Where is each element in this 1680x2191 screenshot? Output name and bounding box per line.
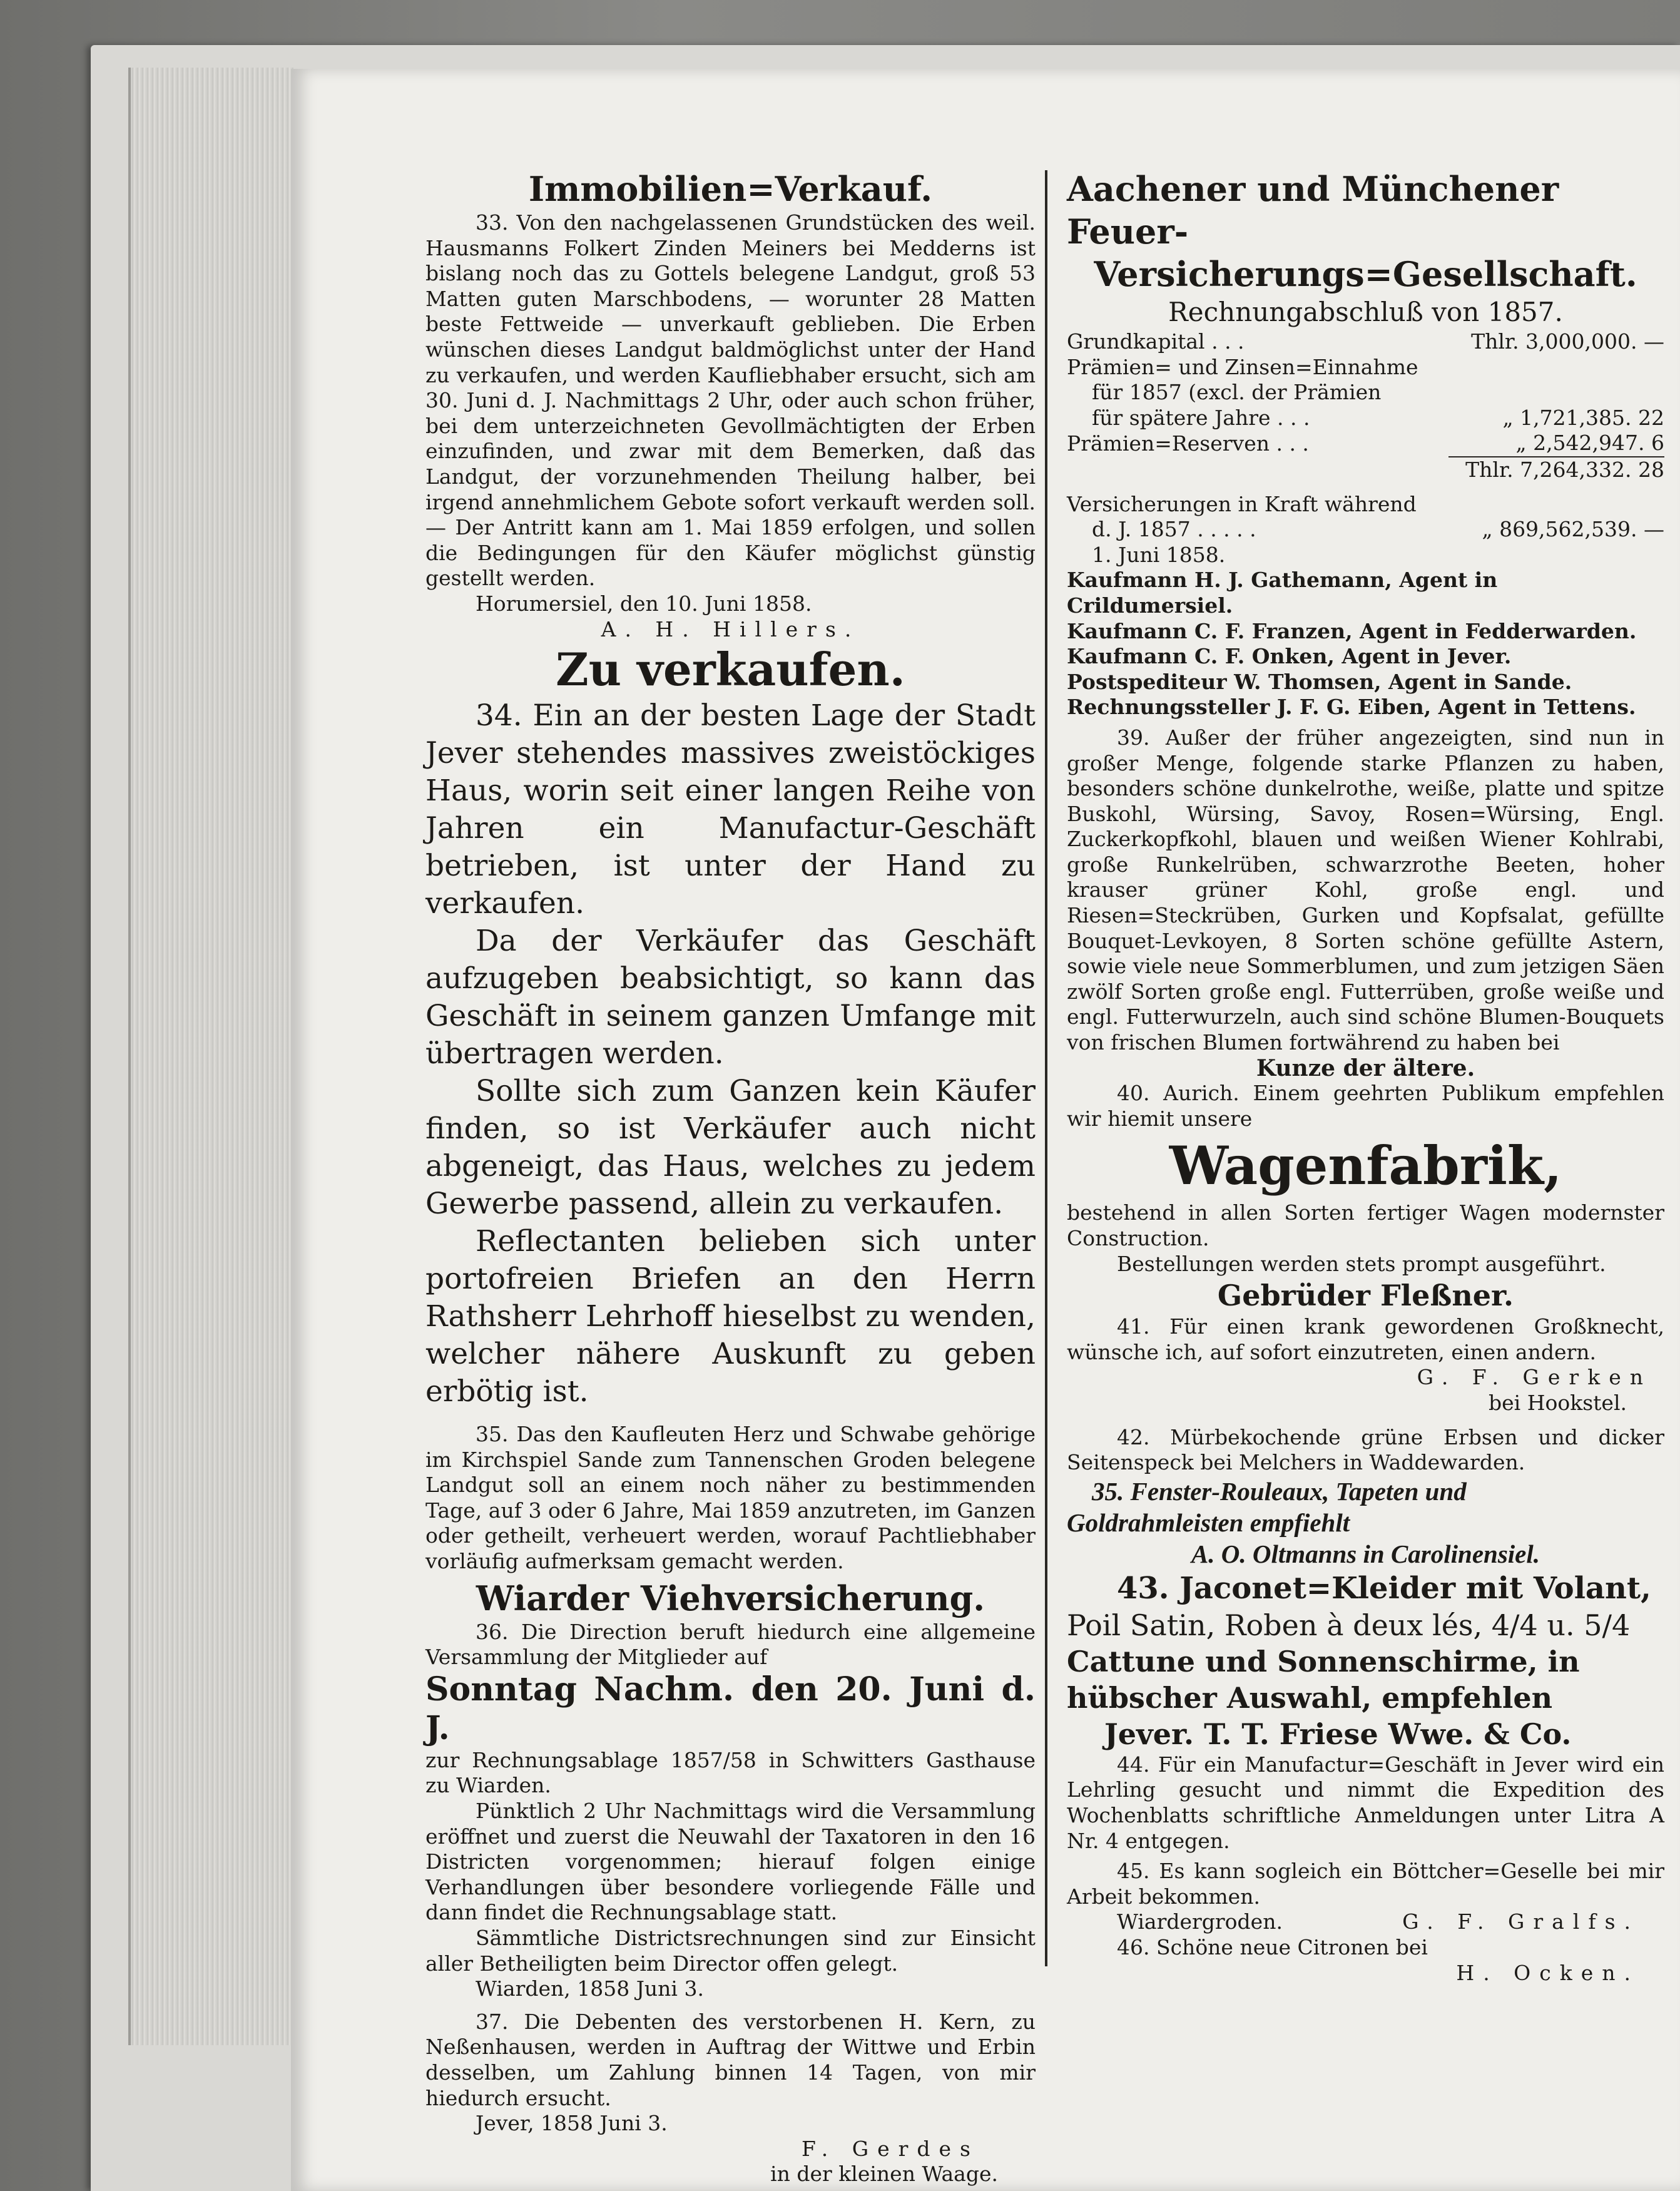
ad-36-intro: 36. Die Direction beruft hiedurch eine allgemeine Versammlung der Mitglieder auf <box>425 1619 1036 1670</box>
insurance-subheading: Rechnungabschluß von 1857. <box>1168 297 1563 327</box>
ad-41-signature-sub: bei Hookstel. <box>1489 1390 1627 1415</box>
ad-45-footer <box>1067 1909 1664 1935</box>
ad-34-p4: Reflectanten belieben sich unter portofreien Briefen an den Herrn Rathsherr Lehrhoff hieselbst zu wenden, welcher nähere Auskunft zu geben erbötig ist. <box>425 1224 1036 1409</box>
insured-value: „ 869,562,539. — <box>1482 517 1664 542</box>
heading-zu-verkaufen: Zu verkaufen. <box>556 643 905 697</box>
ad-46-text: 46. Schöne neue Citronen bei <box>1117 1934 1428 1959</box>
ad-40-signature: Gebrüder Fleßner. <box>1217 1279 1514 1313</box>
ad-34 <box>425 697 1036 1411</box>
row-label: für 1857 (excl. der Prämien <box>1092 380 1382 405</box>
ad-42-text: 42. Mürbekochende grüne Erbsen und dicker Seitenspeck bei Melchers in Waddewarden. <box>1067 1424 1664 1475</box>
row-value <box>1448 355 1664 380</box>
ad-43-line2: Poil Satin, Roben à deux lés, 4/4 u. 5/4 <box>1067 1608 1631 1642</box>
ad-43-line3: Cattune und Sonnenschirme, in hübscher Auswahl, empfehlen <box>1067 1644 1580 1715</box>
ad-40-heading: Wagenfabrik, <box>1169 1135 1562 1197</box>
ad-33-signature: A. H. Hillers. <box>601 616 860 641</box>
insurance-heading-2: Versicherungs=Gesellschaft. <box>1094 254 1637 294</box>
ad-37-signature-sub: in der kleinen Waage. <box>770 2162 998 2187</box>
row-label: für spätere Jahre . . . <box>1092 405 1310 430</box>
ad-34-p1: 34. Ein an der besten Lage der Stadt Jever stehendes massives zweistöckiges Haus, worin seit einer langen Reihe von Jahren ein Manufactur-Geschäft betrieben, ist unter der Hand zu verkaufen. <box>425 698 1036 921</box>
ad-45-place: Wiardergroden. <box>1117 1909 1283 1934</box>
ad-46-signature: H. Ocken. <box>1456 1960 1639 1985</box>
table-row <box>1067 431 1664 457</box>
ad-36-cont: zur Rechnungsablage 1857/58 in Schwitters Gasthause zu Wiarden. <box>425 1747 1036 1798</box>
ad-39-text: 39. Außer der früher angezeigten, sind nun in großer Menge, folgende starke Pflanzen zu haben, besonders schöne dunkelrothe, weiße, platte und spitze Buskohl, Würsing, Savoy, Rosen=Würsing, Engl. Zuckerkopfkohl, blauen und weißen Wiener Kohlrabi, große Runkelrüben, schwarzrothe Beeten, hoher krauser grüner Kohl, große engl. und Riesen=Steckrüben, Gurken und Kopfsalat, gefüllte Bouquet-Levkoyen, 8 Sorten schöne gefüllte Astern, sowie viele neue Sommerblumen, und zum jetzigen Säen zwölf Sorten große engl. Futterrüben, große weiße und engl. Futterwurzeln, auch sind schöne Blumen-Bouquets von frischen Blumen fortwährend zu haben bei <box>1067 725 1664 1055</box>
table-row-total <box>1067 457 1664 483</box>
table-row <box>1067 406 1664 431</box>
table-row <box>1067 517 1664 543</box>
ad-39-signature: Kunze der ältere. <box>1256 1055 1475 1081</box>
heading-wiarder: Wiarder Viehversicherung. <box>476 1578 985 1618</box>
ad-36-date-line: Sonntag Nachm. den 20. Juni d. J. <box>425 1670 1036 1747</box>
row-value <box>1448 380 1664 406</box>
ad-37-place-date: Jever, 1858 Juni 3. <box>476 2111 668 2136</box>
ad-43-line1: 43. Jaconet=Kleider mit Volant, <box>1117 1570 1651 1606</box>
row-label: Prämien=Reserven . . . <box>1067 431 1309 456</box>
row-value: Thlr. 3,000,000. — <box>1471 329 1664 354</box>
ad-45-text: 45. Es kann sogleich ein Böttcher=Geselle bei mir Arbeit bekommen. <box>1067 1859 1664 1909</box>
ad-35b-line3: A. O. Oltmanns in Carolinensiel. <box>1191 1539 1540 1568</box>
ad-37-signature: F. Gerdes <box>802 2136 979 2161</box>
ad-40-text3: Bestellungen werden stets prompt ausgeführt. <box>1117 1251 1606 1276</box>
ad-43-line4: Jever. T. T. Friese Wwe. & Co. <box>1104 1717 1572 1751</box>
ad-44-text: 44. Für ein Manufactur=Geschäft in Jever wird ein Lehrling gesucht und nimmt die Expedition des Wochenblatts schriftliche Anmeldungen unter Litra A Nr. 4 entgegen. <box>1067 1752 1664 1853</box>
ad-33-text: 33. Von den nachgelassenen Grundstücken des weil. Hausmanns Folkert Zinden Meiners bei Medderns ist bislang noch das zu Gottels belegene Landgut, groß 53 Matten guten Marschbodens, — worunter 28 Matten beste Fettweide — unverkauft geblieben. Die Erben wünschen dieses Landgut baldmöglichst unter der Hand zu verkaufen, und werden Kaufliebhaber ersucht, sich am 30. Juni d. J. Nachmittags 2 Uhr, oder auch schon früher, bei dem unterzeichneten Gevollmächtigten der Erben einzufinden, und zwar mit dem Bemerken, daß das Landgut, der vorzunehmenden Theilung halber, bei irgend annehmlichem Gebote sofort verkauft werden soll. — Der Antritt kann am 1. Mai 1859 erfolgen, und sollen die Bedingungen für den Käufer möglichst günstig gestellt werden. <box>425 210 1036 591</box>
ad-40-text2: bestehend in allen Sorten fertiger Wagen modernster Construction. <box>1067 1200 1664 1250</box>
agent-line: Postspediteur W. Thomsen, Agent in Sande. <box>1067 669 1572 694</box>
total-value: Thlr. 7,264,332. 28 <box>1448 457 1664 483</box>
page-edges <box>128 68 293 2045</box>
agent-line: Rechnungssteller J. F. G. Eiben, Agent in Tettens. <box>1067 695 1636 720</box>
ad-35-text: 35. Das den Kaufleuten Herz und Schwabe gehörige im Kirchspiel Sande zum Tannenschen Groden belegene Landgut soll an einem noch näher zu bestimmenden Tage, auf 3 oder 6 Jahre, Mai 1859 anzutreten, im Ganzen oder getheilt, verheuert werden, worauf Pachtliebhaber vorläufig aufmerksam gemacht werden. <box>425 1422 1036 1574</box>
ad-35b-line2: Goldrahmleisten empfiehlt <box>1067 1508 1350 1537</box>
agent-line: Kaufmann C. F. Franzen, Agent in Fedderwarden. <box>1067 618 1637 643</box>
row-label: Prämien= und Zinsen=Einnahme <box>1067 354 1418 379</box>
ad-35b-line1: 35. Fenster-Rouleaux, Tapeten und <box>1092 1476 1467 1506</box>
ad-45-signature: G. F. Gralfs. <box>1402 1909 1639 1934</box>
right-column <box>1067 168 1664 1986</box>
insurance-heading-1: Aachener und Münchener Feuer- <box>1067 169 1559 252</box>
ad-40-text: 40. Aurich. Einem geehrten Publikum empfehlen wir hiemit unsere <box>1067 1081 1664 1131</box>
ad-36-place-date: Wiarden, 1858 Juni 3. <box>476 1976 704 2001</box>
insured-line-2: d. J. 1857 . . . . . <box>1092 517 1256 542</box>
ad-34-p2: Da der Verkäufer das Geschäft aufzugeben beabsichtigt, so kann das Geschäft in seinem ganzen Umfange mit übertragen werden. <box>425 924 1036 1071</box>
insured-line-1: Versicherungen in Kraft während <box>1067 491 1417 516</box>
left-column <box>425 168 1036 2187</box>
ad-37-text: 37. Die Debenten des verstorbenen H. Kern, zu Neßenhausen, werden in Auftrag der Wittwe und Erbin desselben, um Zahlung binnen 14 Tagen, von mir hiedurch ersucht. <box>425 2009 1036 2110</box>
heading-immobilien: Immobilien=Verkauf. <box>528 169 933 209</box>
ad-33-place-date: Horumersiel, den 10. Juni 1858. <box>476 591 812 616</box>
table-row <box>1067 329 1664 355</box>
insured-table <box>1067 517 1664 543</box>
agent-line: Kaufmann H. J. Gathemann, Agent in Crildumersiel. <box>1067 568 1498 618</box>
ad-41-text: 41. Für einen krank gewordenen Großknecht, wünsche ich, auf sofort einzutreten, einen andern. <box>1067 1314 1664 1364</box>
table-row <box>1067 380 1664 406</box>
table-row <box>1067 355 1664 380</box>
insurance-date: 1. Juni 1858. <box>1092 542 1226 567</box>
agent-line: Kaufmann C. F. Onken, Agent in Jever. <box>1067 644 1512 669</box>
row-value: „ 2,542,947. 6 <box>1515 431 1664 456</box>
row-value: „ 1,721,385. 22 <box>1502 405 1664 430</box>
insurance-accounts-table <box>1067 329 1664 483</box>
ad-36-p2: Pünktlich 2 Uhr Nachmittags wird die Versammlung eröffnet und zuerst die Neuwahl der Taxatoren in den 16 Districten vorgenommen; hierauf folgen einige Verhandlungen über besondere vorliegende Fälle und dann findet die Rechnungsablage statt. <box>425 1799 1036 1925</box>
row-label: Grundkapital . . . <box>1067 329 1245 354</box>
ad-34-p3: Sollte sich zum Ganzen kein Käufer finden, so ist Verkäufer auch nicht abgeneigt, das Haus, welches zu jedem Gewerbe passend, allein zu verkaufen. <box>425 1074 1036 1222</box>
ad-41-signature: G. F. Gerken <box>1417 1365 1652 1390</box>
ad-36-p3: Sämmtliche Districtsrechnungen sind zur Einsicht aller Betheiligten beim Director offen gelegt. <box>425 1926 1036 1976</box>
column-divider <box>1045 170 1047 1966</box>
